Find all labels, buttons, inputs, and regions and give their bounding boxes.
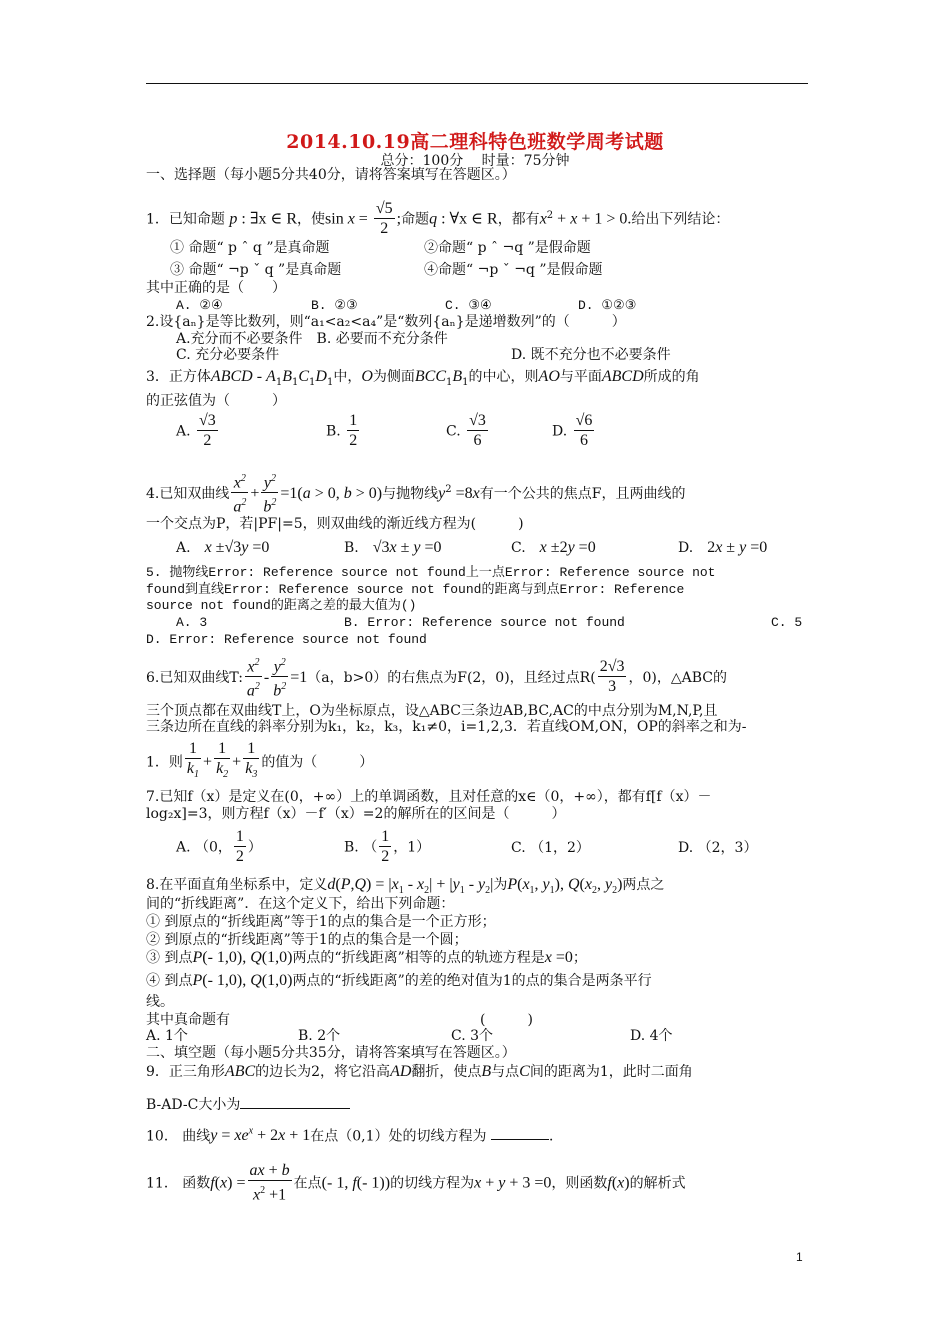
q8-item-3: ③ 到点P(- 1,0), Q(1,0)两点的“折线距离”相等的点的轨迹方程是x =0； [146,949,587,966]
q7-choice-d: D. （2，3） [678,840,758,856]
q8-stem: 8.在平面直角坐标系中，定义$d(P,Q) = |x_1 - x_2| + |y_1 - y_2|$为$P(x_1$, $y_1$), $Q(x_2$, $y_2$)两点之 [146,876,665,897]
q7-line-2: log₂x]=3，则方程f（x）－f′（x）=2的解所在的区间是（ ） [146,806,566,822]
q7-choice-b: B. （ $\frac{1}{2}$ ，1） [344,828,431,865]
q8-choice-d: D. 4个 [630,1028,673,1044]
q2-choice-c: C. 充分必要条件 [176,347,280,363]
q1-choice-a: A. ②④ [176,298,223,313]
q1-option-1: ① 命题“ p ˆ q ”是真命题 [170,240,330,256]
header-rule [146,83,808,84]
q5-choice-a: A. 3 [176,615,208,630]
q3-stem-line2: 的正弦值为（ ） [146,393,286,409]
q6-stem: 6.已知双曲线T: $\frac{x^2}{a^2}$ - $\frac{y^2}{b^2}$ =1（a，b>0）的右焦点为F(2，0)，且经过点R( $\frac{2√3}{3}$ ，0)，△ABC的 [146,654,727,702]
section-choice-heading: 一、选择题（每小题5分共40分，请将答案填写在答题区。） [146,167,516,183]
q9-stem: 9．正三角形ABC的边长为2，将它沿高AD翻折，使点B与点C间的距离为1，此时二面角 [146,1063,693,1080]
q9-line-2: B-AD-C大小为 [146,1096,350,1113]
q2-choice-ab: A.充分而不必要条件 B. 必要而不充分条件 [176,331,448,347]
q5-choice-c: C. 5 [771,615,803,630]
q8-answer-paren: ( ) [480,1012,533,1028]
page-number: 1 [796,1250,803,1264]
q1-question: 其中正确的是（ ） [146,280,286,296]
q1-choice-d: D. ①②③ [578,298,637,313]
exam-title: 2014.10.19高二理科特色班数学周考试题 [286,131,664,153]
q4-choice-d: D. 2x ± y =0 [678,539,768,556]
q3-choice-a: A. $\frac{√3}{2}$ [176,412,216,449]
q1-option-2: ②命题“ p ˆ ¬q ”是假命题 [424,240,591,256]
q10-answer-blank[interactable] [491,1127,549,1140]
q5-line-3: source not found的距离之差的最大值为() [146,598,417,613]
q1-stem: 1．已知命题 p : ∃x ∈ R，使sin x = $\frac{√5}{2}$ ;命题q : ∀x ∈ R，都有$x^2 + x + 1 > 0$.给出下列结论： [146,200,730,237]
q5-line-1: 5. 抛物线Error: Reference source not found上一点Error: Reference source not [146,565,716,580]
q4-choice-a: A. x ±√3y =0 [176,539,270,556]
q3-choice-b: B. $\frac{1}{2}$ [326,412,358,449]
q3-stem: 3．正方体ABCD - $A_1B_1C_1D_1$中，O为侧面$BCC_1B_1$的中心，则AO与平面ABCD所成的角 [146,368,700,388]
q9-answer-blank[interactable] [240,1096,350,1109]
q1-option-4: ④命题“ ¬p ˇ ¬q ”是假命题 [424,262,603,278]
q5-choice-d: D. Error: Reference source not found [146,632,427,647]
q7-choice-a: A. （0， $\frac{1}{2}$ ） [176,828,262,865]
q6-line-3: 三条边所在直线的斜率分别为k₁，k₂，k₃，k₁≠0，i=1,2,3．若直线OM,ON，OP的斜率之和为- [146,719,747,735]
exam-subtitle: 总分：100分 时量：75分钟 [380,153,570,169]
q5-choice-b: B. Error: Reference source not found [344,615,625,630]
q4-choice-b: B. √3x ± y =0 [344,539,442,556]
q1-choice-c: C. ③④ [445,298,492,313]
q8-item-2: ② 到原点的“折线距离”等于1的点的集合是一个圆； [146,932,468,948]
q11-stem: 11． 函数f(x) = $\frac{ax + b}{x^2 +1}$ 在点(- 1, f(- 1))的切线方程为x + y + 3 =0，则函数f(x)的解析式 [146,1162,686,1204]
section-fill-heading: 二、填空题（每小题5分共35分，请将答案填写在答题区。） [146,1045,516,1061]
q4-stem-line2: 一个交点为P，若|PF|=5，则双曲线的渐近线方程为( ) [146,516,524,532]
q2-stem: 2.设{aₙ}是等比数列，则“a₁<a₂<a₄”是“数列{aₙ}是递增数列”的（ ） [146,314,626,330]
q7-line-1: 7.已知f（x）是定义在(0，+∞）上的单调函数，且对任意的x∈（0，+∞），都有f[f（x）－ [146,789,712,805]
q8-choice-b: B. 2个 [298,1028,341,1044]
q10-stem: 10． 曲线$y = xe^x + 2x + 1$在点（0,1）处的切线方程为 ． [146,1126,563,1145]
q3-choice-d: D. $\frac{√6}{6}$ [552,412,593,449]
q1-choice-b: B. ②③ [311,298,358,313]
q8-choice-c: C. 3个 [451,1028,494,1044]
q8-item-4: ④ 到点P(- 1,0), Q(1,0)两点的“折线距离”的差的绝对值为1的点的集合是两条平行 [146,972,652,989]
q6-line-2: 三个顶点都在双曲线T上，O为坐标原点，设△ABC三条边AB,BC,AC的中点分别为M,N,P,且 [146,703,718,719]
q8-choice-a: A. 1个 [146,1028,188,1044]
q8-question: 其中真命题有 [146,1012,230,1028]
q8-line-2: 间的“折线距离”．在这个定义下，给出下列命题： [146,896,455,912]
q4-choice-c: C. x ±2y =0 [511,539,596,556]
q8-item-4-cont: 线。 [146,994,174,1010]
q7-choice-c: C. （1，2） [511,840,590,856]
q4-stem: 4.已知双曲线 $\frac{x^2}{a^2}$ + $\frac{y^2}{b^2}$ =1(a > 0, b > 0)与抛物线$y^2 =8x$有一个公共的焦点F，且两曲线的 [146,470,685,518]
q8-item-1: ① 到原点的“折线距离”等于1的点的集合是一个正方形； [146,914,496,930]
q5-line-2: found到直线Error: Reference source not found的距离与到点Error: Reference [146,582,685,597]
q1-option-3: ③ 命题“ ¬p ˇ q ”是真命题 [170,262,342,278]
q3-choice-c: C. $\frac{√3}{6}$ [446,412,486,449]
q2-choice-d: D. 既不充分也不必要条件 [511,347,671,363]
q6-line-4: 1．则 $\frac{1}{k_1}$ + $\frac{1}{k_2}$ + $\frac{1}{k_3}$ 的值为（ ） [146,740,374,781]
